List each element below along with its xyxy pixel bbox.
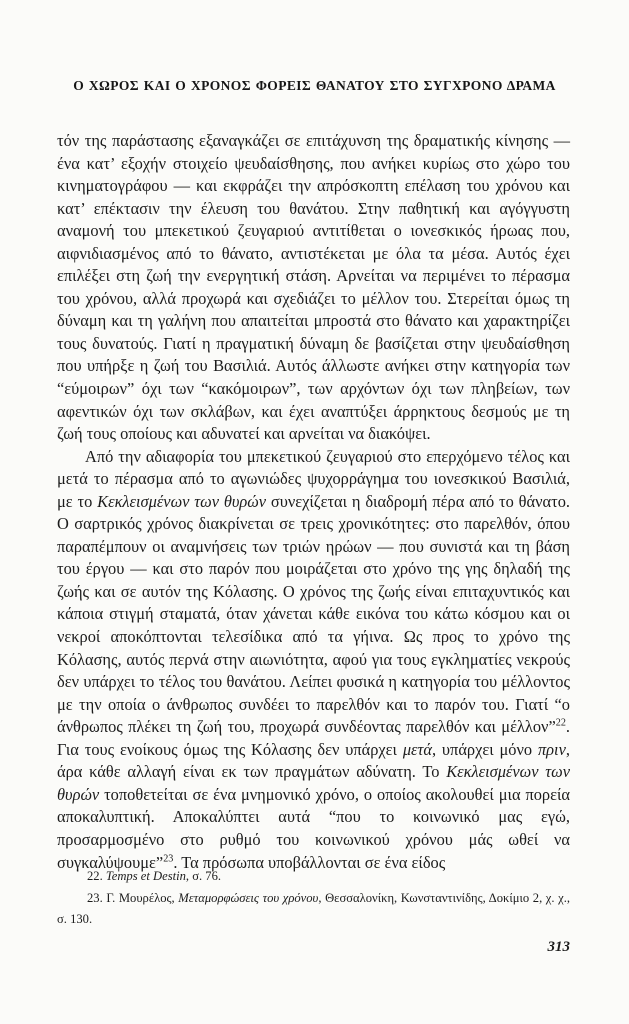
- text-segment: μετά: [402, 739, 432, 759]
- footnotes-section: [57, 866, 570, 931]
- text-segment: . Για τους ενοίκους όμως της Κόλασης δεν υπάρχει: [57, 717, 570, 759]
- footnote-reference: 23: [163, 853, 174, 865]
- footnote-reference: 22: [555, 717, 566, 729]
- footnote-22: [57, 866, 570, 888]
- text-segment: Κεκλεισμένων των θυρών: [97, 491, 267, 511]
- text-segment: τόν της παράστασης εξαναγκάζει σε επιτάχυνση της δραματικής κίνησης — ένα κατ’ εξοχήν στοιχείο ψευδαίσθησης, που ανήκει κυρίως στο χώρο του κινηματογράφου — και εκφράζει την απρόσκοπτη επέλαση του χρόνου και κατ’ επέκτασιν την έλευση του θανάτου. Στην παθητική και αγόγγυστη αναμονή του μπεκετικού ζευγαριού αντιτίθεται ο ιονεσκικός ήρωας που, αιφνιδιασμένος από το θάνατο, αντιστέκεται με όλα τα μέσα. Αυτός έχει επιλέξει στη ζωή την ενεργητική στάση. Αρνείται να περιμένει το πέρασμα του χρόνου, αλλά προχωρά και σχεδιάζει το μέλλον του. Στερείται όμως τη δύναμη και τη γαλήνη που απαιτείται μπροστά στο θάνατο και χαρακτηρίζει τους δυνατούς. Γιατί η πραγματική δύναμη δε βασίζεται στην ψευδαίσθηση που υπήρξε η ζωή του Βασιλιά. Αυτός άλλωστε ανήκει στην κατηγορία των “εύμοιρων” όχι των “κακόμοιρων”, των αρχόντων όχι των πληβείων, των αφεντικών όχι των σκλάβων, και έχει αναπτύξει άρρηκτους δεσμούς με τη ζωή τους οποίους και αδυνατεί και αρνείται να διακόψει.: [57, 131, 570, 444]
- paragraph-2: [57, 446, 570, 874]
- text-segment: Από την αδιαφορία του μπεκετικού ζευγαριού στο επερχόμενο τέλος και μετά το πέρασμα από το αγωνιώδες ψυχορράγημα του ιονεσκικού Βασιλιά, με το: [57, 446, 570, 511]
- text-segment: , σ. 76.: [185, 869, 222, 883]
- text-segment: , Θεσσαλονίκη, Κωνσταντινίδης, Δοκίμιο 2, χ. χ., σ. 130.: [57, 890, 571, 926]
- text-segment: 23. Γ. Μουρέλος,: [87, 890, 179, 905]
- footnote-23: [57, 888, 570, 931]
- text-segment: , άρα κάθε αλλαγή είναι εκ των πραγμάτων αδύνατη. Το: [57, 739, 570, 782]
- text-segment: 22.: [87, 869, 106, 883]
- text-segment: τοποθετείται σε ένα μνημονικό χρόνο, ο οποίος ακολουθεί μια πορεία αποκαλυπτική. Αποκαλύπτει αυτά “που το κοινωνικό μας εγώ, προσαρμοσμένο στο ρυθμό του κοινωνικού χρόνου μάς ωθεί να συγκαλύψουμε”: [57, 784, 570, 872]
- page-heading: Ο ΧΩΡΟΣ ΚΑΙ Ο ΧΡΟΝΟΣ ΦΟΡΕΙΣ ΘΑΝΑΤΟΥ ΣΤΟ ΣΥΓΧΡΟΝΟ ΔΡΑΜΑ: [73, 78, 556, 93]
- text-segment: πριν: [537, 739, 566, 759]
- paragraph-1: [57, 130, 570, 446]
- page-number: 313: [547, 939, 570, 955]
- text-segment: , υπάρχει μόνο: [431, 739, 538, 759]
- text-segment: . Τα πρόσωπα υποβάλλονται σε ένα είδος: [173, 852, 446, 872]
- text-segment: Κεκλεισμένων των θυρών: [57, 762, 571, 804]
- text-segment: Μεταμορφώσεις του χρόνου: [178, 890, 319, 905]
- text-segment: συνεχίζεται η διαδρομή πέρα από το θάνατο. Ο σαρτρικός χρόνος διακρίνεται σε τρεις χρονικότητες: στο παρελθόν, όπου παραπέμπουν οι αναμνήσεις των τριών ηρώων — που συνιστά και τη βάση του έργου — και στο παρόν που μοιράζεται στο χρόνο της γης δηλαδή της ζωής και σε αυτόν της Κόλασης. Ο χρόνος της ζωής είναι επιταχυντικός και κάποια στιγμή σταματά, όταν χάνεται κάθε εικόνα του κάτω κόσμου και οι νεκροί αποκόπτονται τελεσίδικα από τα γήινα. Ως προς το χρόνο της Κόλασης, αυτός περνά στην αιωνιότητα, αφού για τους εγκληματίες νεκρούς δεν υπάρχει το τέλος του θανάτου. Λείπει φυσικά η κατηγορία του μέλλοντος με την οποία ο άνθρωπος συνδέει το παρελθόν και το παρόν του. Γιατί “ο άνθρωπος πλέκει τη ζωή του, προχωρά συνδέοντας παρελθόν και μέλλον”: [57, 491, 571, 737]
- text-segment: Temps et Destin: [105, 869, 186, 883]
- body-text: [57, 130, 570, 874]
